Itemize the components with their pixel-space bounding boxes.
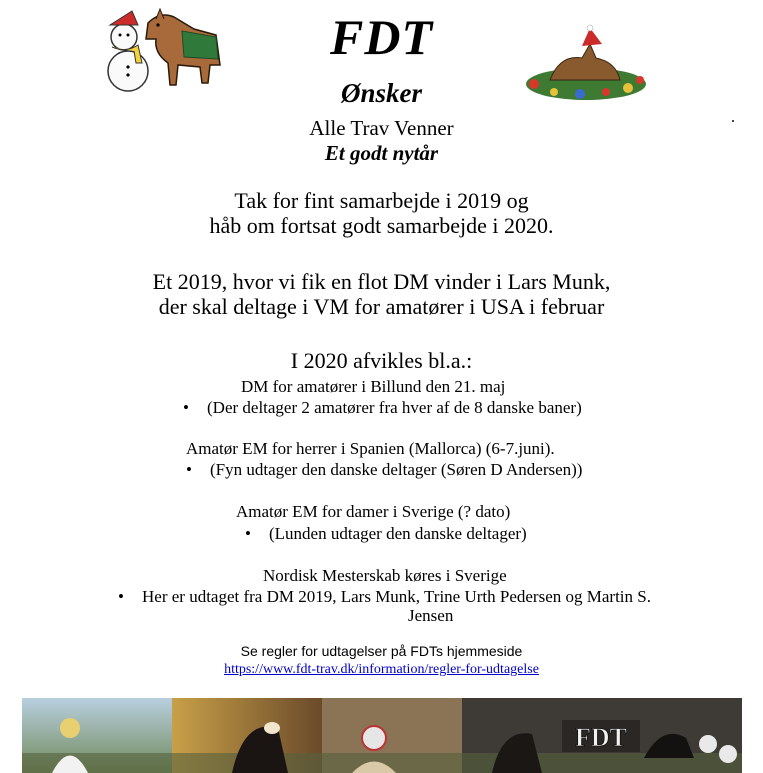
banner-logo-text: FDT	[575, 723, 627, 752]
highlight-line-1: Et 2019, hvor vi fik en flot DM vinder i Lars Munk,	[152, 269, 611, 294]
new-year-line: Et godt nytår	[324, 141, 439, 165]
event-4-title: Nordisk Mesterskab køres i Sverige	[263, 566, 507, 585]
event-2-title: Amatør EM for herrer i Spanien (Mallorca) (6-7.juni).	[186, 439, 555, 458]
event-4-bullet	[118, 586, 651, 607]
event-1-title: DM for amatører i Billund den 21. maj	[241, 377, 506, 396]
event-3-title: Amatør EM for damer i Sverige (? dato)	[236, 502, 511, 521]
events-heading: I 2020 afvikles bl.a.:	[290, 348, 473, 373]
page-title: FDT	[330, 9, 433, 65]
bullet-marker: •	[245, 524, 251, 543]
event-2-bullet-text: (Fyn udtager den danske deltager (Søren D Andersen))	[210, 460, 583, 479]
bullet-marker: •	[186, 460, 192, 479]
event-3-bullet-text: (Lunden udtager den danske deltager)	[269, 524, 527, 543]
highlight-line-2: der skal deltage i VM for amatører i USA i februar	[158, 294, 605, 319]
highlight-paragraph	[0, 269, 763, 319]
bullet-marker: •	[183, 398, 189, 417]
event-1-bullet	[183, 397, 582, 418]
intro-line-2: håb om fortsat godt samarbejde i 2020.	[209, 213, 554, 238]
event-2-bullet	[186, 459, 582, 480]
intro-paragraph	[0, 188, 763, 238]
racing-photo-banner	[22, 698, 742, 773]
event-3-bullet	[245, 523, 527, 544]
wish-heading: Ønsker	[340, 78, 422, 108]
event-4-bullet-line-2: Jensen	[408, 606, 454, 625]
event-1-bullet-text: (Der deltager 2 amatører fra hver af de 8 danske baner)	[207, 398, 582, 417]
bullet-marker: •	[118, 587, 124, 606]
friends-line: Alle Trav Venner	[309, 116, 454, 140]
rules-link[interactable]: https://www.fdt-trav.dk/information/regler-for-udtagelse	[224, 662, 539, 677]
event-4-bullet-line-1: Her er udtaget fra DM 2019, Lars Munk, Trine Urth Pedersen og Martin S.	[142, 587, 651, 606]
intro-line-1: Tak for fint samarbejde i 2019 og	[234, 188, 529, 213]
rules-text: Se regler for udtagelser på FDTs hjemmeside	[240, 643, 523, 659]
